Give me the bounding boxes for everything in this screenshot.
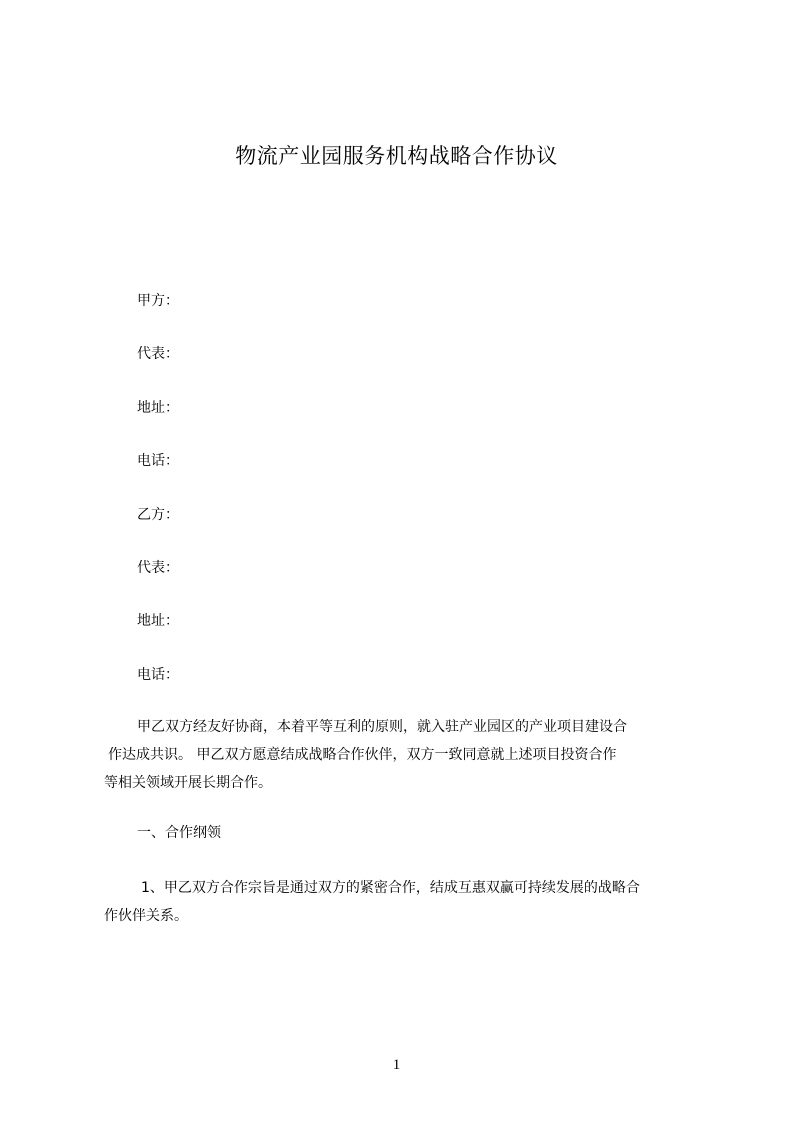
- page-number: 1: [392, 1057, 401, 1073]
- clause-paragraph: [104, 874, 716, 930]
- party-b-representative-label: 代表：: [137, 560, 179, 576]
- party-a-representative-label: 代表：: [137, 346, 179, 362]
- party-a-address-label: 地址：: [137, 400, 179, 416]
- intro-line: 甲乙双方经友好协商，本着平等互利的原则，就入驻产业园区的产业项目建设合: [137, 719, 627, 735]
- party-a-phone-label: 电话：: [137, 453, 179, 469]
- party-b-address-label: 地址：: [137, 613, 179, 629]
- clause-line: 1、甲乙双方合作宗旨是通过双方的紧密合作，结成互惠双赢可持续发展的战略合: [141, 880, 640, 896]
- intro-paragraph: [104, 713, 716, 797]
- intro-line: 作达成共识。 甲乙双方愿意结成战略合作伙伴，双方一致同意就上述项目投资合作: [108, 747, 617, 763]
- document-title: 物流产业园服务机构战略合作协议: [235, 144, 558, 168]
- party-b-name-label: 乙方：: [137, 507, 179, 523]
- party-b-phone-label: 电话：: [137, 667, 179, 683]
- party-a-name-label: 甲方：: [137, 293, 179, 309]
- clause-line: 作伙伴关系。: [104, 908, 188, 924]
- section-heading: 一、合作纲领: [137, 825, 221, 841]
- intro-line: 等相关领域开展长期合作。: [104, 775, 272, 791]
